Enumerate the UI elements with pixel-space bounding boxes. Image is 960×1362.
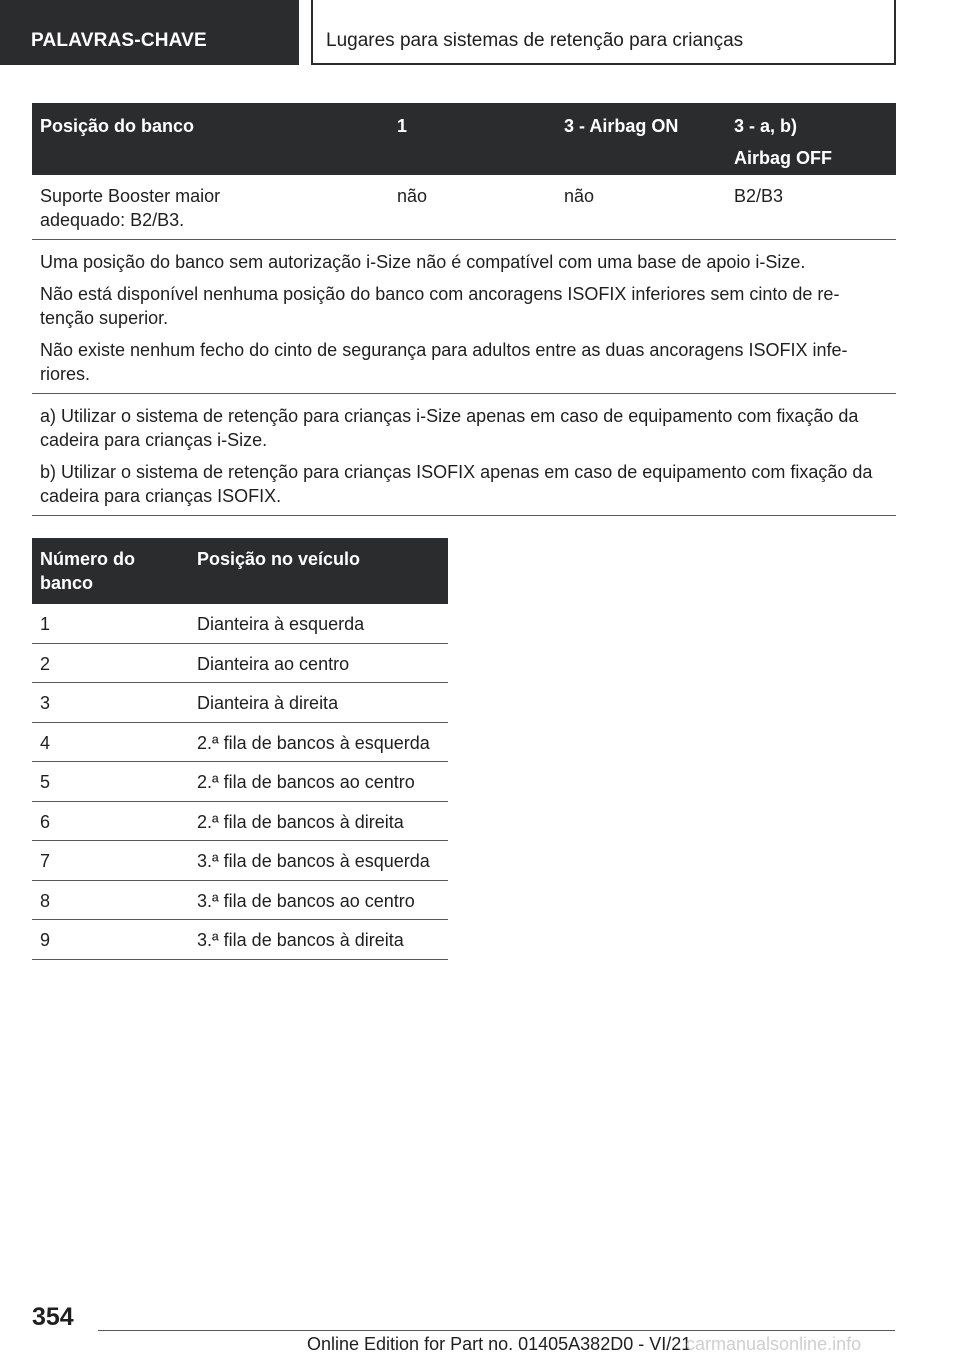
- section-tab: [0, 0, 299, 65]
- seat-number: 5: [40, 772, 51, 792]
- seat-number: 8: [40, 890, 51, 911]
- table-footnotes: [32, 394, 896, 516]
- table-cell: Suporte Booster maior adequado: B2/B3.: [40, 186, 221, 230]
- table-note: [32, 240, 896, 394]
- table-row: [32, 175, 896, 240]
- table-cell: não: [564, 186, 595, 206]
- section-label: PALAVRAS-CHAVE: [31, 30, 207, 51]
- table-header: [32, 538, 448, 604]
- table-body: [32, 604, 448, 960]
- table-header: [32, 103, 896, 175]
- seat-number: 4: [40, 732, 51, 753]
- header-cell: Posição no veículo: [197, 549, 361, 569]
- footer-divider: [98, 1330, 895, 1331]
- seat-number-table: [32, 538, 448, 960]
- seat-position: Dianteira à direita: [197, 693, 339, 713]
- page-title-box: [311, 0, 896, 65]
- table-cell: não: [397, 186, 428, 206]
- footnote-text: b) Utilizar o sistema de retenção para crianças ISOFIX apenas em caso de equipamento com fixação da cadeira para crianças ISOFIX.: [40, 462, 873, 506]
- table-row: [32, 723, 448, 763]
- table-row: [32, 762, 448, 802]
- table-row: [32, 644, 448, 684]
- note-text: Não está disponível nenhuma posição do banco com ancoragens ISOFIX inferiores sem cinto de re-tenção superior.: [40, 284, 840, 328]
- seat-position: Dianteira ao centro: [197, 653, 350, 674]
- seat-number: 9: [40, 930, 51, 950]
- table-row: [32, 604, 448, 644]
- watermark: carmanualsonline.info: [686, 1334, 862, 1354]
- seat-position: 2.ª fila de bancos ao centro: [197, 772, 415, 792]
- table-row: [32, 920, 448, 960]
- note-text: Não existe nenhum fecho do cinto de segurança para adultos entre as duas ancoragens ISOFIX infe-riores.: [40, 340, 848, 384]
- table-row: [32, 683, 448, 723]
- edition-text: Online Edition for Part no. 01405A382D0 - VI/21: [307, 1334, 692, 1354]
- seat-position: 2.ª fila de bancos à direita: [197, 811, 404, 832]
- seat-position: 3.ª fila de bancos à direita: [197, 930, 404, 950]
- page-title: Lugares para sistemas de retenção para crianças: [326, 30, 744, 51]
- table-row: [32, 841, 448, 881]
- table-row: [32, 881, 448, 921]
- seat-position: Dianteira à esquerda: [197, 614, 365, 634]
- header-cell: Airbag OFF: [734, 148, 832, 168]
- header-cell: Número do banco: [40, 549, 136, 593]
- table-row: [32, 802, 448, 842]
- header-cell: Posição do banco: [40, 116, 195, 136]
- table-cell: B2/B3: [734, 186, 784, 206]
- seat-position: 3.ª fila de bancos ao centro: [197, 890, 415, 911]
- seat-number: 2: [40, 653, 51, 674]
- seat-position: 3.ª fila de bancos à esquerda: [197, 851, 430, 871]
- header-cell: 3 - Airbag ON: [564, 116, 679, 136]
- seat-position: 2.ª fila de bancos à esquerda: [197, 732, 430, 753]
- seat-number: 3: [40, 693, 51, 713]
- note-text: Uma posição do banco sem autorização i-Size não é compatível com uma base de apoio i-Size.: [40, 252, 806, 272]
- footnote-text: a) Utilizar o sistema de retenção para crianças i-Size apenas em caso de equipamento com fixação da cadeira para crianças i-Size.: [40, 406, 859, 450]
- seat-number: 6: [40, 811, 51, 832]
- seat-number: 7: [40, 851, 51, 871]
- seat-number: 1: [40, 614, 51, 634]
- seat-compatibility-table: [32, 103, 896, 516]
- header-cell: 1: [397, 116, 408, 136]
- page-number: 354: [32, 1303, 74, 1331]
- header-cell: 3 - a, b): [734, 116, 798, 136]
